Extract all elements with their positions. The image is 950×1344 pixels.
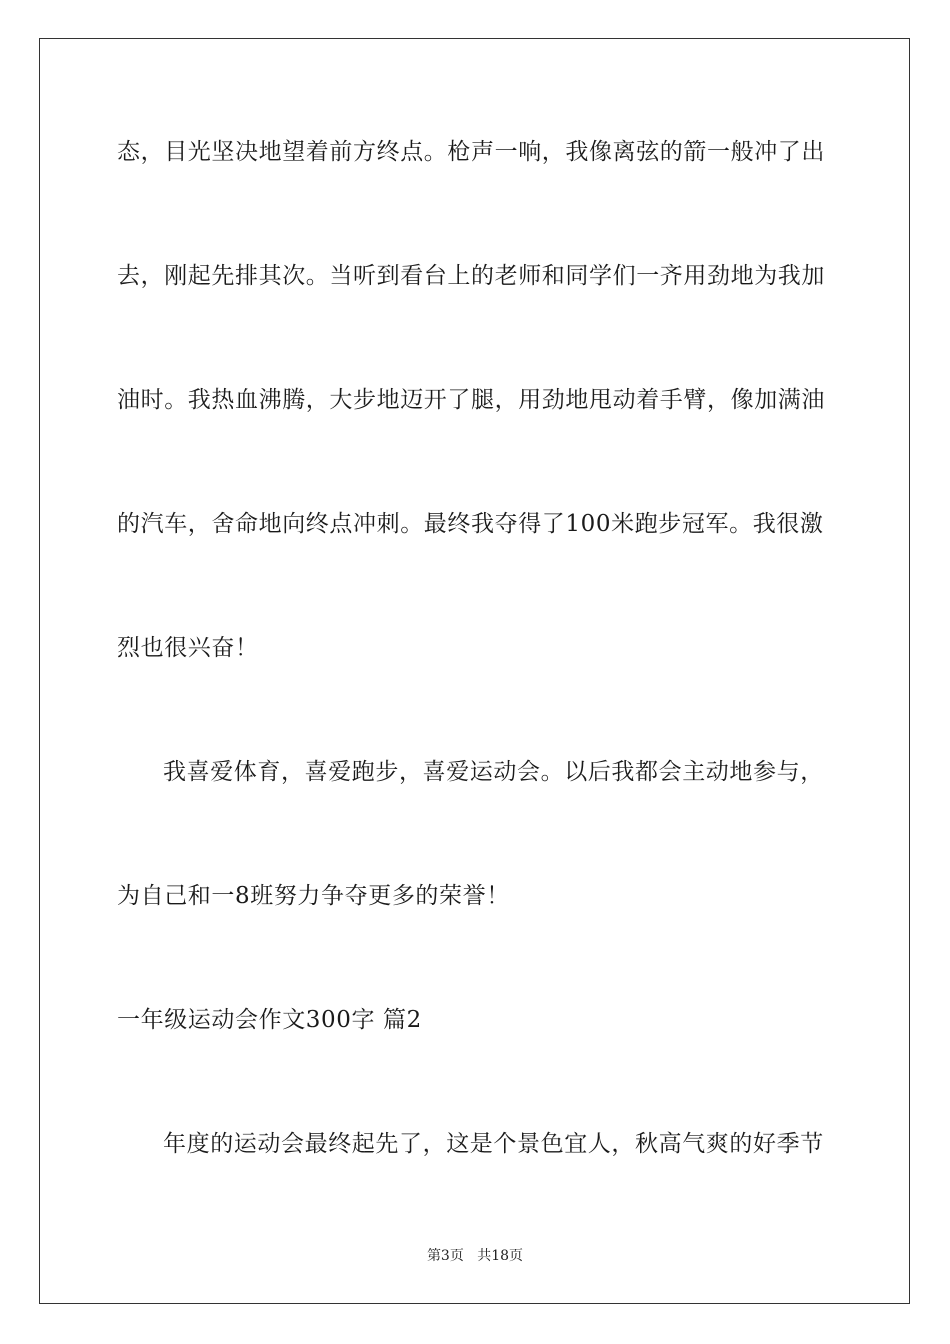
paragraph-start-line-2: 年度的运动会最终起先了，这是个景色宜人，秋高气爽的好季节 (163, 1131, 824, 1157)
paragraph-start-line: 我喜爱体育，喜爱跑步，喜爱运动会。以后我都会主动地参与， (163, 759, 824, 785)
body-line-2: 去，刚起先排其次。当听到看台上的老师和同学们一齐用劲地为我加 (117, 263, 825, 289)
body-line-4: 的汽车，舍命地向终点冲刺。最终我夺得了100米跑步冠军。我很激 (117, 511, 824, 537)
page-footer (0, 1247, 950, 1265)
body-line-5: 烈也很兴奋！ (117, 635, 259, 661)
page-total: 共18页 (477, 1248, 524, 1264)
body-line-7: 为自己和一8班努力争夺更多的荣誉！ (117, 883, 510, 909)
page-number: 第3页 (426, 1248, 464, 1264)
section-heading: 一年级运动会作文300字 篇2 (117, 1007, 422, 1033)
page-frame (39, 38, 910, 1304)
body-line-3: 油时。我热血沸腾，大步地迈开了腿，用劲地甩动着手臂，像加满油 (117, 387, 825, 413)
body-line-1: 态，目光坚决地望着前方终点。枪声一响，我像离弦的箭一般冲了出 (117, 139, 825, 165)
